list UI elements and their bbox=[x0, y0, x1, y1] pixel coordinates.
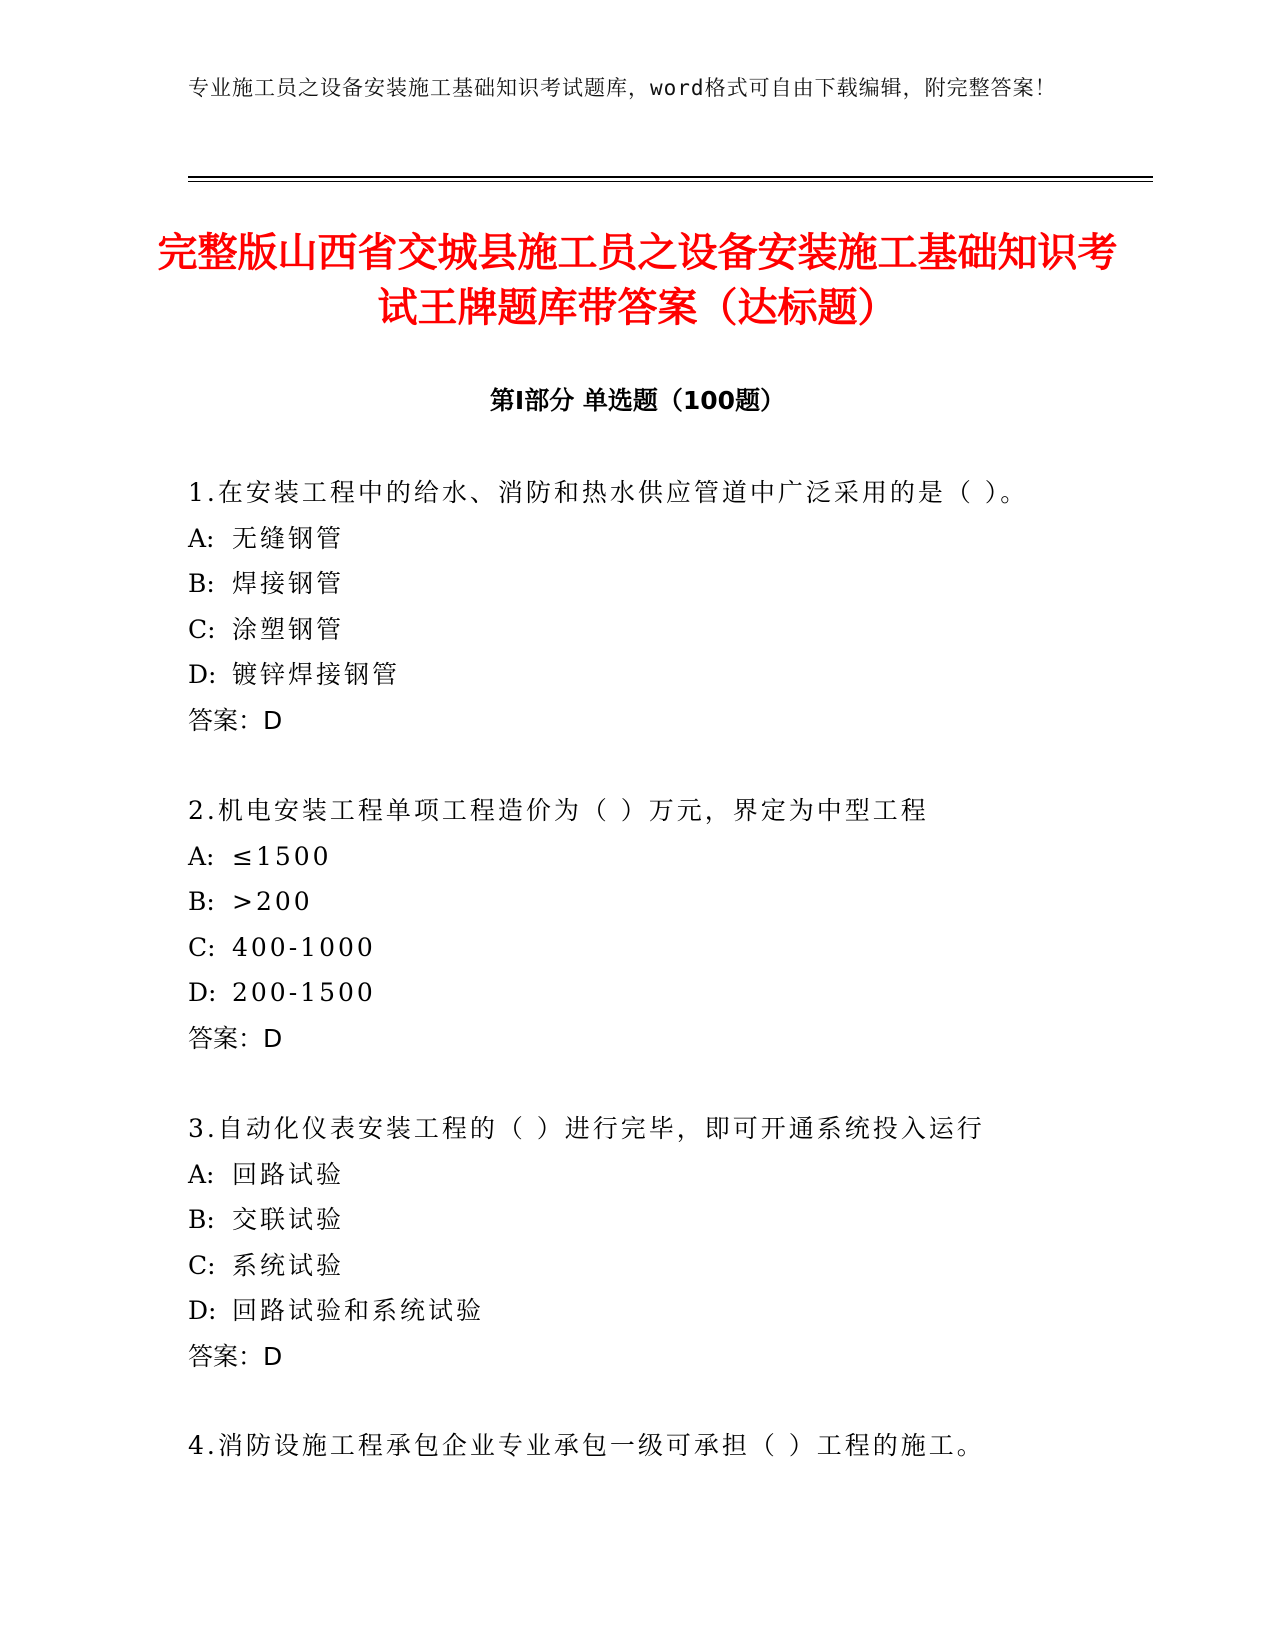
question-stem: 3.自动化仪表安装工程的（ ）进行完毕，即可开通系统投入运行 bbox=[188, 1114, 985, 1143]
option-text: 回路试验和系统试验 bbox=[232, 1296, 485, 1325]
question-stem: 1.在安装工程中的给水、消防和热水供应管道中广泛采用的是（ ）。 bbox=[188, 478, 1029, 507]
option-a bbox=[188, 834, 1188, 880]
document-title: 完整版山西省交城县施工员之设备安装施工基础知识考试王牌题库带答案（达标题） bbox=[157, 230, 1118, 331]
option-b bbox=[188, 1197, 1188, 1243]
option-letter: A: bbox=[188, 1159, 215, 1189]
question-1 bbox=[188, 470, 1188, 743]
question-stem: 2.机电安装工程单项工程造价为（ ）万元，界定为中型工程 bbox=[188, 796, 929, 825]
option-text: 200-1500 bbox=[232, 978, 376, 1007]
option-b bbox=[188, 879, 1188, 925]
option-letter: D: bbox=[188, 1296, 217, 1325]
option-d bbox=[188, 652, 1188, 698]
option-b bbox=[188, 561, 1188, 607]
option-letter: B: bbox=[188, 887, 215, 916]
answer-line: 答案：D bbox=[188, 1341, 283, 1371]
option-text: 400-1000 bbox=[232, 932, 376, 962]
option-letter: A: bbox=[188, 841, 215, 871]
question-stem: 4.消防设施工程承包企业专业承包一级可承担（ ）工程的施工。 bbox=[188, 1431, 985, 1460]
option-text: 系统试验 bbox=[232, 1250, 345, 1280]
header-divider-thick bbox=[188, 176, 1153, 178]
option-a bbox=[188, 1152, 1188, 1198]
option-c bbox=[188, 607, 1188, 653]
option-letter: D: bbox=[188, 978, 217, 1007]
option-text: >200 bbox=[232, 887, 313, 916]
option-letter: B: bbox=[188, 569, 215, 598]
option-letter: C: bbox=[188, 1250, 216, 1280]
option-letter: D: bbox=[188, 660, 217, 689]
answer-line: 答案：D bbox=[188, 1023, 283, 1053]
option-text: 焊接钢管 bbox=[232, 569, 345, 598]
option-d bbox=[188, 970, 1188, 1016]
option-d bbox=[188, 1288, 1188, 1334]
option-a bbox=[188, 516, 1188, 562]
answer-line: 答案：D bbox=[188, 705, 283, 735]
option-text: 涂塑钢管 bbox=[232, 614, 345, 644]
option-text: 交联试验 bbox=[232, 1205, 345, 1234]
question-3 bbox=[188, 1106, 1188, 1379]
option-text: ≤1500 bbox=[232, 841, 332, 871]
option-text: 镀锌焊接钢管 bbox=[232, 660, 401, 689]
option-letter: C: bbox=[188, 932, 216, 962]
question-4 bbox=[188, 1423, 1188, 1469]
option-c bbox=[188, 1243, 1188, 1289]
option-c bbox=[188, 925, 1188, 971]
option-letter: A: bbox=[188, 523, 215, 553]
option-text: 无缝钢管 bbox=[232, 523, 345, 553]
section-heading: 第Ⅰ部分 单选题（100题） bbox=[489, 386, 786, 415]
option-letter: C: bbox=[188, 614, 216, 644]
question-2 bbox=[188, 788, 1188, 1061]
option-letter: B: bbox=[188, 1205, 215, 1234]
header-divider-thin bbox=[188, 181, 1153, 182]
option-text: 回路试验 bbox=[232, 1159, 345, 1189]
header-note: 专业施工员之设备安装施工基础知识考试题库，word格式可自由下载编辑，附完整答案！ bbox=[188, 76, 1057, 100]
